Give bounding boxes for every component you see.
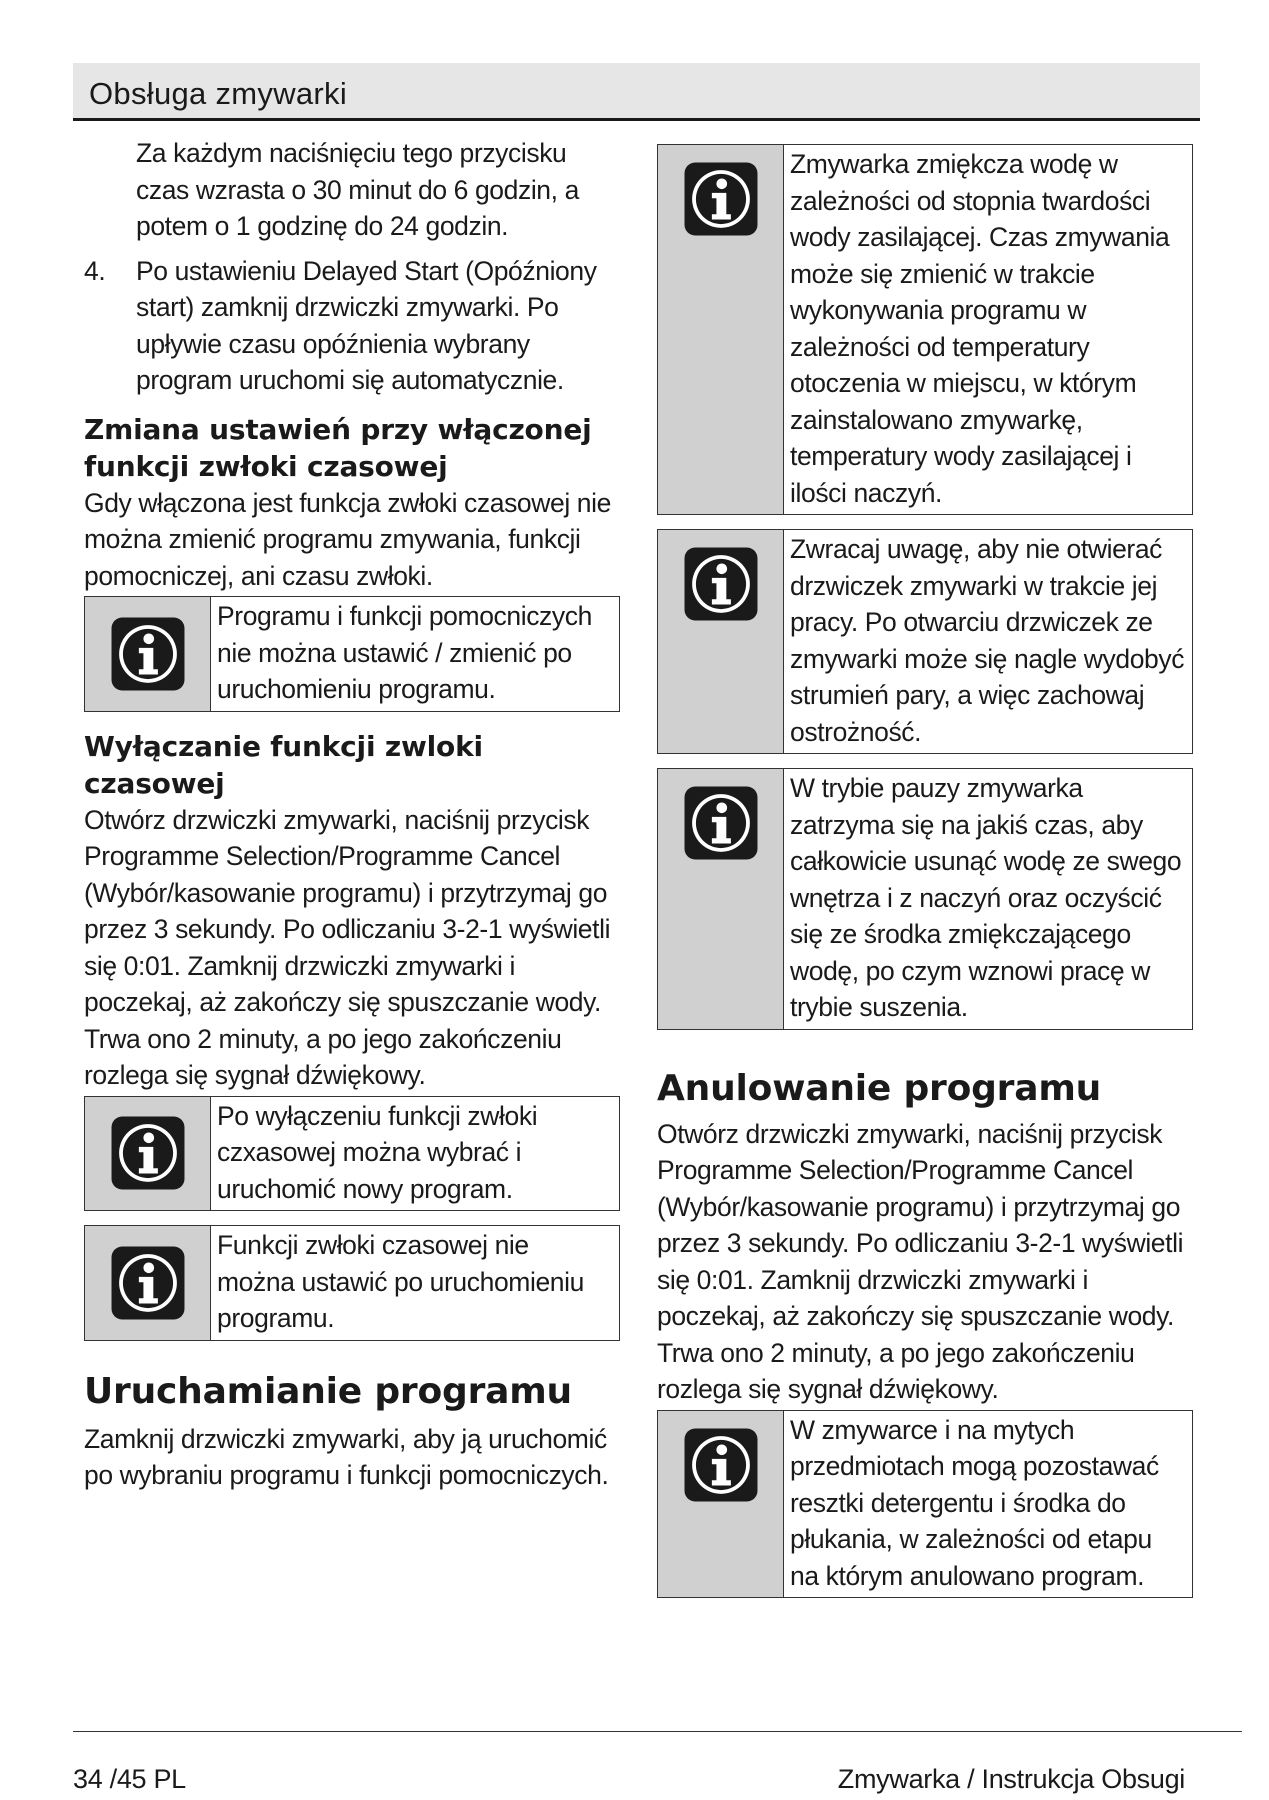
info-note [657, 144, 1193, 515]
info-text: Zmywarka zmiękcza wodę w zależności od stopnia twardości wody zasilającej. Czas zmywania może się zmienić w trakcie wykonywania programu w zależności od temperatury otoczenia w miejscu, w którym zainstalowano zmywarkę, temperatury wody zasilającej i ilości naczyń. [790, 149, 1170, 508]
page-number: 34 /45 PL [73, 1764, 186, 1794]
page-header [73, 63, 1200, 121]
info-text: W trybie pauzy zmywarka zatrzyma się na jakiś czas, aby całkowicie usunąć wodę ze swego wnętrza i z naczyń oraz oczyścić się ze środka zmiękczającego wodę, po czym wznowi pracę w trybie suszenia. [790, 773, 1182, 1022]
cancel-program-text: Otwórz drzwiczki zmywarki, naciśnij przycisk Programme Selection/Programme Cancel (Wybór/kasowanie programu) i przytrzymaj go przez 3 sekundy. Po odliczaniu 3-2-1 wyświetli się 0:01. Zamknij drzwiczki zmywarki i poczekaj, aż zakończy się spuszczanie wody. Trwa ono 2 minuty, a po jego zakończeniu rozlega się sygnał dźwiękowy. [657, 1118, 1184, 1404]
info-icon-cell [658, 530, 784, 753]
info-text: W zmywarce i na mytych przedmiotach mogą pozostawać resztki detergentu i środka do płukania, w zależności od etapu na którym anulowano program. [790, 1414, 1159, 1591]
section-title: Obsługa zmywarki [89, 76, 348, 111]
info-note [657, 1410, 1193, 1599]
list-text: Po ustawieniu Delayed Start (Opóźniony start) zamknij drzwiczki zmywarki. Po upływie czasu opóźnienia wybrany program uruchomi się automatycznie. [136, 255, 597, 395]
subheading-change-settings: Zmiana ustawień przy włączonej funkcji zwłoki czasowej [84, 412, 592, 483]
info-text: Programu i funkcji pomocniczych nie można ustawić / zmienić po uruchomieniu programu. [217, 601, 592, 704]
info-icon-cell [85, 1097, 211, 1211]
info-icon [110, 1245, 186, 1321]
info-icon-cell [85, 1226, 211, 1340]
subheading-disable-delay: Wyłączanie funkcji zwloki czasowej [84, 729, 483, 800]
info-icon [683, 785, 759, 861]
info-text: Funkcji zwłoki czasowej nie można ustawić po uruchomieniu programu. [217, 1230, 584, 1333]
start-program-text: Zamknij drzwiczki zmywarki, aby ją uruchomić po wybraniu programu i funkcji pomocniczych. [84, 1423, 609, 1490]
info-icon [110, 1115, 186, 1191]
document-title: Zmywarka / Instrukcja Obsugi [837, 1764, 1185, 1794]
info-icon-cell [85, 597, 211, 711]
info-icon-cell [658, 1411, 784, 1598]
info-icon-cell [658, 769, 784, 1029]
info-note [657, 529, 1193, 754]
info-icon [683, 546, 759, 622]
heading-cancel-program: Anulowanie programu [657, 1067, 1102, 1109]
change-settings-text: Gdy włączona jest funkcja zwłoki czasowej nie można zmienić programu zmywania, funkcji pomocniczej, ani czasu zwłoki. [84, 487, 611, 591]
info-note [84, 1225, 620, 1341]
heading-start-program: Uruchamianie programu [84, 1370, 572, 1412]
list-number: 4. [84, 255, 106, 286]
info-text: Po wyłączeniu funkcji zwłoki czxasowej można wybrać i uruchomić nowy program. [217, 1100, 538, 1204]
footer-divider [73, 1731, 1242, 1732]
list-item [84, 253, 620, 399]
info-note [84, 1096, 620, 1212]
info-icon [683, 1427, 759, 1503]
left-column [84, 135, 620, 1494]
info-icon-cell [658, 145, 784, 514]
info-note [657, 768, 1193, 1030]
right-column [657, 144, 1193, 1598]
info-note [84, 596, 620, 712]
disable-delay-text: Otwórz drzwiczki zmywarki, naciśnij przycisk Programme Selection/Programme Cancel (Wybór/kasowanie programu) i przytrzymaj go przez 3 sekundy. Po odliczaniu 3-2-1 wyświetli się 0:01. Zamknij drzwiczki zmywarki i poczekaj, aż zakończy się spuszczanie wody. Trwa ono 2 minuty, a po jego zakończeniu rozlega się sygnał dźwiękowy. [84, 804, 611, 1090]
info-text: Zwracaj uwagę, aby nie otwierać drzwiczek zmywarki w trakcie jej pracy. Po otwarciu drzwiczek ze zmywarki może się nagle wydobyć strumień pary, a więc zachowaj ostrożność. [790, 534, 1185, 747]
intro-continuation: Za każdym naciśnięciu tego przycisku czas wzrasta o 30 minut do 6 godzin, a potem o 1 godzinę do 24 godzin. [136, 138, 579, 241]
info-icon [683, 161, 759, 237]
info-icon [110, 616, 186, 692]
